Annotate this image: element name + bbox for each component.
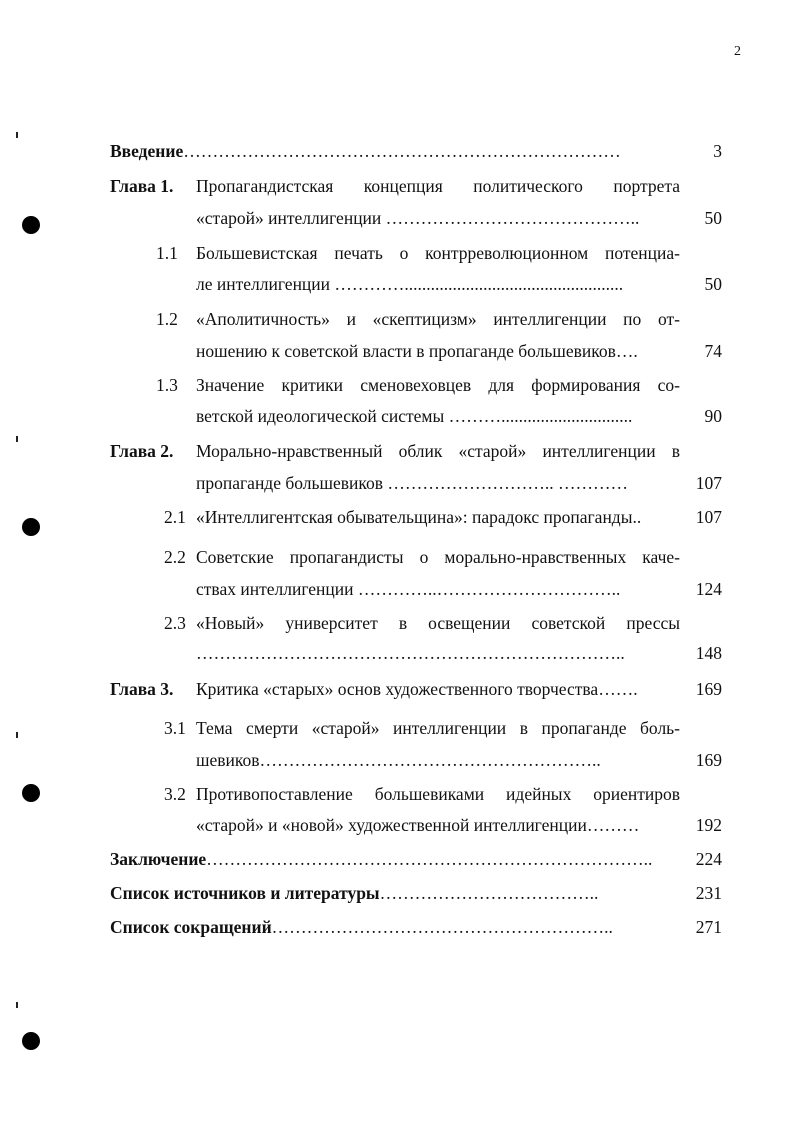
toc-2-2-number: 2.2	[164, 547, 186, 567]
toc-sources-label: Список источников и литературы	[110, 883, 380, 903]
toc-ch2-page: 107	[695, 473, 722, 493]
toc-1-3-number: 1.3	[156, 375, 178, 395]
toc-3-1-number: 3.1	[164, 718, 186, 738]
page-number: 2	[734, 44, 741, 59]
punch-hole	[22, 518, 40, 536]
toc-intro-page: 3	[713, 141, 722, 161]
scan-mark	[16, 732, 18, 738]
toc-sources-page: 231	[695, 883, 722, 903]
toc-2-1-page: 107	[695, 507, 722, 527]
toc-1-3-page: 90	[704, 406, 722, 426]
toc-ch2-title-line1: Морально-нравственный облик «старой» интеллигенции в	[196, 441, 680, 461]
toc-2-1-line1: «Интеллигентская обывательщина»: парадокс пропаганды..	[196, 507, 642, 527]
toc-1-1-line1: Большевистская печать о контрреволюционном потенциа-	[196, 243, 680, 263]
toc-ch1-title-line2: «старой» интеллигенции ……………………………………..	[196, 208, 640, 228]
scan-mark	[16, 436, 18, 442]
toc-ch1-page: 50	[704, 208, 722, 228]
toc-2-2-page: 124	[695, 579, 722, 599]
toc-2-3-line1: «Новый» университет в освещении советской прессы	[196, 613, 680, 633]
toc-abbrev-page: 271	[695, 917, 722, 937]
toc-conclusion	[110, 848, 686, 870]
scan-mark	[16, 1002, 18, 1008]
toc-2-1-number: 2.1	[164, 507, 186, 527]
toc-1-2-line2: ношению к советской власти в пропаганде большевиков….	[196, 341, 638, 361]
toc-sources	[110, 882, 686, 904]
toc-2-2-line1: Советские пропагандисты о морально-нравственных каче-	[196, 547, 680, 567]
toc-intro-label: Введение	[110, 141, 184, 161]
toc-3-1-line1: Тема смерти «старой» интеллигенции в пропаганде боль-	[196, 718, 680, 738]
punch-hole	[22, 1032, 40, 1050]
toc-1-1-line2: ле интеллигенции …………..................................................	[196, 274, 624, 294]
toc-sources-dots: ………………………………..	[379, 883, 599, 903]
toc-2-3-page: 148	[695, 643, 722, 663]
toc-intro-dots: …………………………………………………………………	[183, 141, 621, 161]
punch-hole	[22, 784, 40, 802]
toc-3-2-number: 3.2	[164, 784, 186, 804]
toc-2-2-line2: ствах интеллигенции …………..…………………………..	[196, 579, 621, 599]
toc-3-2-page: 192	[695, 815, 722, 835]
toc-ch1-label: Глава 1.	[110, 176, 174, 196]
toc-1-3-line1: Значение критики сменовеховцев для формирования со-	[196, 375, 680, 395]
toc-2-3-number: 2.3	[164, 613, 186, 633]
toc-1-1-page: 50	[704, 274, 722, 294]
toc-1-1-number: 1.1	[156, 243, 178, 263]
toc-intro	[110, 140, 686, 162]
toc-2-3-line2: ………………………………………………………………..	[196, 643, 625, 663]
punch-hole	[22, 216, 40, 234]
toc-ch2-label: Глава 2.	[110, 441, 174, 461]
toc-ch2-title-line2: пропаганде большевиков ……………………….. …………	[196, 473, 628, 493]
toc-3-2-line1: Противопоставление большевиками идейных ориентиров	[196, 784, 680, 804]
toc-ch3-label: Глава 3.	[110, 679, 174, 699]
scan-mark	[16, 132, 18, 138]
toc-abbrev	[110, 916, 686, 938]
toc-conclusion-page: 224	[695, 849, 722, 869]
toc-1-2-line1: «Аполитичность» и «скептицизм» интеллигенции по от-	[196, 309, 680, 329]
toc-1-2-page: 74	[704, 341, 722, 361]
toc-3-1-line2: шевиков…………………………………………………..	[196, 750, 601, 770]
toc-ch3-page: 169	[695, 679, 722, 699]
toc-conclusion-label: Заключение	[110, 849, 207, 869]
toc-abbrev-dots: …………………………………………………..	[271, 917, 613, 937]
toc-1-2-number: 1.2	[156, 309, 178, 329]
toc-conclusion-dots: …………………………………………………………………..	[206, 849, 653, 869]
toc-ch1-title-line1: Пропагандистская концепция политического портрета	[196, 176, 680, 196]
toc-1-3-line2: ветской идеологической системы ………..............................	[196, 406, 633, 426]
toc-abbrev-label: Список сокращений	[110, 917, 272, 937]
toc-3-1-page: 169	[695, 750, 722, 770]
toc-ch3-title-line1: Критика «старых» основ художественного творчества…….	[196, 679, 638, 699]
toc-3-2-line2: «старой» и «новой» художественной интеллигенции………	[196, 815, 640, 835]
